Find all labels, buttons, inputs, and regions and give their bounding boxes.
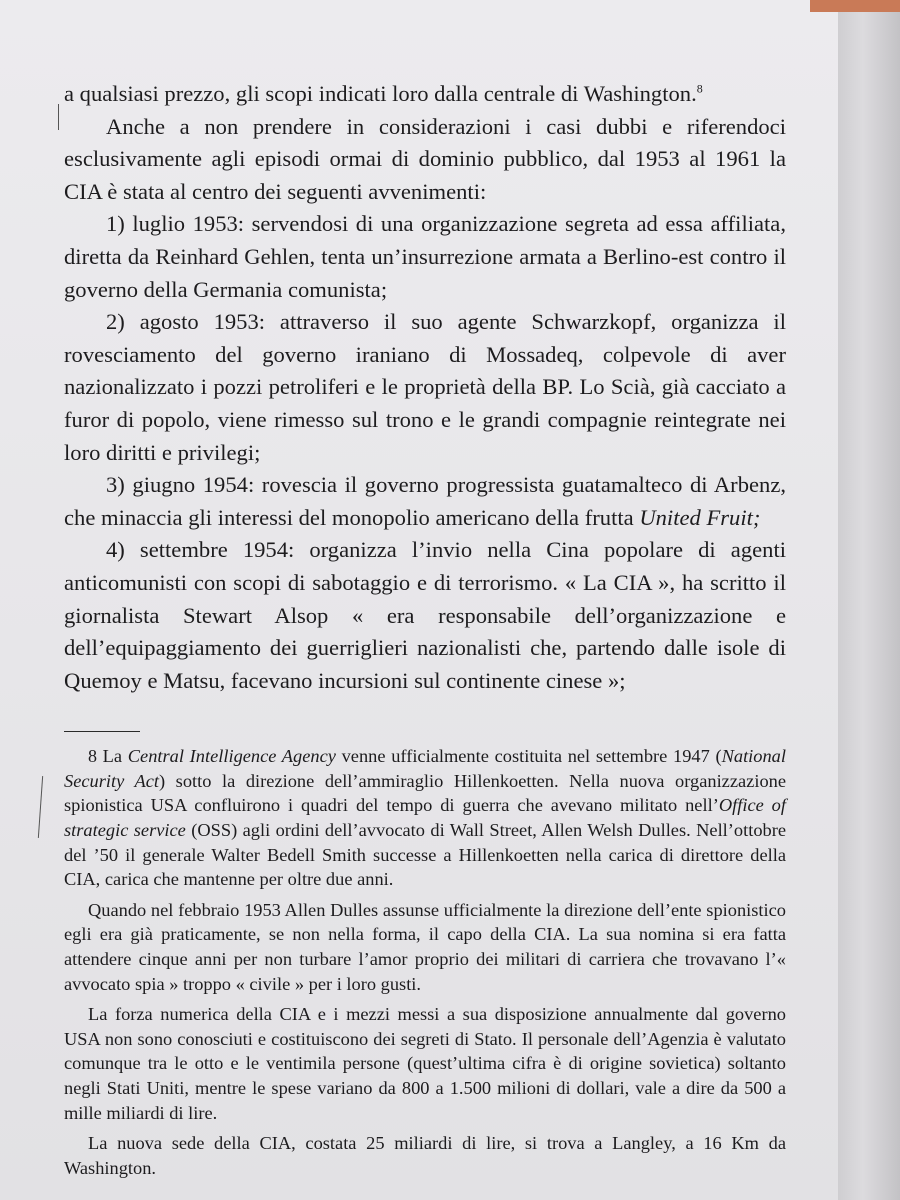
- pencil-mark-footnote: [38, 776, 43, 838]
- body-paragraph: [64, 469, 786, 534]
- footnote-paragraph: [64, 1131, 786, 1180]
- text-run: 2) agosto 1953: attraverso il suo agente Schwarzkopf, organizza il rovesciamento del governo iraniano di Mossadeq, colpevole di aver nazionalizzato i pozzi petroliferi e le proprietà della BP. Lo Scià, già cacciato a furor di popolo, viene rimesso sul trono e le grandi compagnie reintegrate nei loro diritti e privilegi;: [64, 309, 786, 465]
- text-run: Anche a non prendere in considerazioni i casi dubbi e riferendoci esclusivamente agli episodi ormai di dominio pubblico, dal 1953 al 1961 la CIA è stata al centro dei seguenti avvenimenti:: [64, 113, 786, 204]
- italic-text: Central Intelligence Agency: [127, 746, 336, 767]
- footnote-paragraph: [64, 898, 786, 996]
- text-run: a qualsiasi prezzo, gli scopi indicati loro dalla centrale di Washington.: [64, 81, 697, 106]
- text-run: 3) giugno 1954: rovescia il governo progressista guatamalteco di Arbenz, che minaccia gli interessi del monopolio americano della frutta: [64, 472, 786, 530]
- body-paragraph: [64, 111, 786, 209]
- body-paragraph: [64, 534, 786, 697]
- text-run: La: [97, 746, 128, 767]
- main-text: [64, 78, 786, 697]
- table-corner: [810, 0, 900, 12]
- footnote-number: 8: [88, 746, 97, 767]
- text-run: Quando nel febbraio 1953 Allen Dulles assunse ufficialmente la direzione dell’ente spionistico egli era già praticamente, se non nella forma, il capo della CIA. La sua nomina si era fatta attendere cinque anni per non turbare l’amor proprio dei militari di carriera che trovavano l’« avvocato spia » troppo « civile » per i loro gusti.: [64, 899, 786, 994]
- footnote-ref: 8: [696, 81, 703, 96]
- text-run: venne ufficialmente costituita nel settembre 1947 (: [335, 746, 722, 767]
- next-page-edge: [838, 0, 900, 1200]
- footnote-rule: [64, 731, 140, 732]
- text-run: La forza numerica della CIA e i mezzi messi a sua disposizione annualmente dal governo USA non sono conosciuti e costituiscono dei segreti di Stato. Il personale dell’Agenzia è valutato comunque tra le otto e le ventimila persone (quest’ultima cifra è di origine sovietica) soltanto negli Stati Uniti, mentre le spese variano da 800 a 1.500 milioni di dollari, vale a dire da 500 a mille miliardi di lire.: [64, 1004, 786, 1123]
- text-run: La nuova sede della CIA, costata 25 miliardi di lire, si trova a Langley, a 16 Km da Washington.: [64, 1133, 786, 1178]
- italic-text: National Security Act: [64, 746, 786, 791]
- text-run: 1) luglio 1953: servendosi di una organizzazione segreta ad essa affiliata, diretta da Reinhard Gehlen, tenta un’insurrezione armata a Berlino-est contro il governo della Germania comunista;: [64, 211, 786, 302]
- text-run: ) sotto la direzione dell’ammiraglio Hillenkoetten. Nella nuova organizzazione spionistica USA confluirono i quadri del tempo di guerra che avevano militato nell’: [64, 770, 786, 816]
- pencil-mark-top: [58, 104, 59, 130]
- italic-text: Office of strategic service: [64, 795, 786, 841]
- footnote-paragraph: [64, 1002, 786, 1125]
- text-run: 4) settembre 1954: organizza l’invio nella Cina popolare di agenti anticomunisti con scopi di sabotaggio e di terrorismo. « La CIA », ha scritto il giornalista Stewart Alsop « era responsabile dell’organizzazione e dell’equipaggiamento dei guerriglieri nazionalisti che, partendo dalle isole di Quemoy e Matsu, facevano incursioni sul continente cinese »;: [64, 537, 786, 693]
- text-run: (OSS) agli ordini dell’avvocato di Wall Street, Allen Welsh Dulles. Nell’ottobre del ’50 il generale Walter Bedell Smith successe a Hillenkoetten nella carica di direttore della CIA, carica che mantenne per oltre due anni.: [64, 820, 786, 890]
- body-paragraph: [64, 78, 786, 111]
- body-paragraph: [64, 208, 786, 306]
- page-text: [64, 78, 786, 1180]
- body-paragraph: [64, 306, 786, 469]
- footnote-paragraph: [64, 744, 786, 892]
- italic-text: United Fruit;: [639, 504, 761, 530]
- footnotes: [64, 744, 786, 1180]
